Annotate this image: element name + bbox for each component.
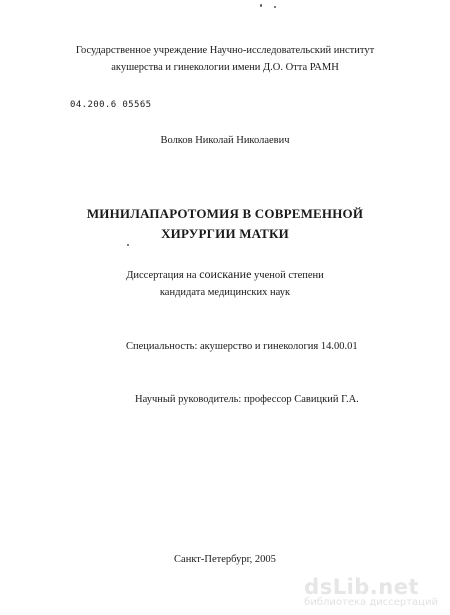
author-name: Волков Николай Николаевич — [160, 135, 290, 146]
archive-code: 04.200.6 05565 — [70, 100, 152, 110]
degree-statement — [0, 266, 450, 301]
institution-line-1: Государственное учреждение Научно-исследовательский институт — [75, 45, 375, 56]
degree-line-1-start: Диссертация на — [126, 270, 200, 281]
specialty: Специальность: акушерство и гинекология 14.00.01 — [126, 341, 358, 352]
institution-line-2: акушерства и гинекологии имени Д.О. Отта РАМН — [111, 62, 339, 73]
dissertation-title — [0, 204, 450, 244]
degree-line-1-end: ученой степени — [251, 270, 324, 281]
title-line-2: ХИРУРГИИ МАТКИ — [161, 226, 289, 241]
degree-line-2: кандидата медицинских наук — [159, 287, 291, 298]
degree-line-1-emphasis: соискание — [199, 267, 252, 281]
supervisor: Научный руководитель: профессор Савицкий Г.А. — [135, 394, 359, 405]
scan-speck — [274, 6, 276, 8]
scan-speck — [127, 244, 129, 246]
title-line-1: МИНИЛАПАРОТОМИЯ В СОВРЕМЕННОЙ — [86, 206, 364, 221]
institution-name — [0, 42, 450, 76]
watermark-logo: dsLib.net — [304, 575, 420, 599]
degree-line-1 — [0, 266, 450, 284]
scan-speck — [260, 4, 262, 7]
watermark-subtitle: библиотека диссертаций — [304, 597, 438, 608]
watermark — [304, 577, 438, 609]
city-year: Санкт-Петербург, 2005 — [174, 554, 276, 565]
